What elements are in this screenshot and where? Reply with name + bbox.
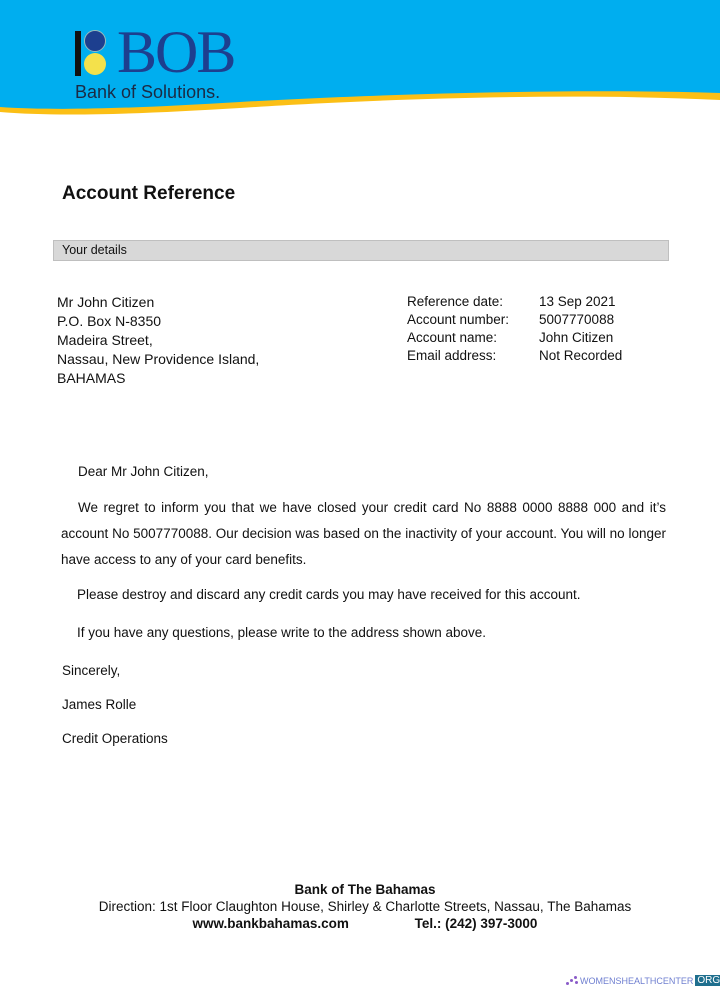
reference-label: Email address: bbox=[407, 348, 497, 363]
address-line: Mr John Citizen bbox=[57, 294, 155, 310]
watermark bbox=[566, 975, 720, 986]
section-label: Your details bbox=[62, 243, 127, 257]
logo-wordmark: BOB bbox=[117, 19, 235, 85]
letter-paragraph: Please destroy and discard any credit cards you may have received for this account. bbox=[77, 587, 581, 602]
letter-paragraph: If you have any questions, please write to the address shown above. bbox=[77, 625, 487, 640]
reference-label: Account number: bbox=[407, 312, 510, 327]
reference-row bbox=[407, 311, 622, 329]
reference-label: Reference date: bbox=[407, 294, 504, 309]
footer-phone: Tel.: (242) 397-3000 bbox=[414, 916, 538, 931]
letter-footer bbox=[0, 881, 720, 932]
reference-row bbox=[407, 347, 622, 365]
watermark-text: WOMENSHEALTHCENTER bbox=[580, 975, 694, 986]
address-line: Nassau, New Providence Island, bbox=[57, 351, 260, 367]
salutation: Dear Mr John Citizen, bbox=[78, 464, 209, 479]
reference-value: 13 Sep 2021 bbox=[539, 294, 616, 309]
globe-icon bbox=[84, 53, 106, 75]
section-header-bar bbox=[53, 240, 669, 261]
recipient-address bbox=[57, 293, 259, 388]
address-line: BAHAMAS bbox=[57, 370, 126, 386]
footer-bank-name: Bank of The Bahamas bbox=[294, 882, 436, 897]
reference-value: 5007770088 bbox=[539, 312, 615, 327]
letterhead-banner bbox=[0, 0, 720, 130]
watermark-suffix: ORG bbox=[695, 975, 720, 986]
logo-tagline: Bank of Solutions. bbox=[75, 82, 221, 102]
reference-details bbox=[407, 293, 622, 365]
seal-icon bbox=[84, 30, 106, 52]
document-title: Account Reference bbox=[62, 183, 236, 204]
footer-website-link[interactable]: www.bankbahamas.com bbox=[192, 916, 349, 931]
closing: Sincerely, bbox=[62, 663, 121, 678]
bank-logo bbox=[75, 19, 255, 108]
reference-row bbox=[407, 293, 622, 311]
address-line: P.O. Box N-8350 bbox=[57, 313, 162, 329]
reference-value: John Citizen bbox=[539, 330, 614, 345]
signatory-department: Credit Operations bbox=[62, 731, 168, 746]
reference-value: Not Recorded bbox=[539, 348, 623, 363]
letter-paragraph: We regret to inform you that we have closed your credit card No 8888 0000 8888 000 and it’s account No 5007770088. Our decision was based on the inactivity of your account. You will no longer have access to any of your card benefits. bbox=[61, 500, 666, 567]
reference-row bbox=[407, 329, 622, 347]
footer-direction: Direction: 1st Floor Claughton House, Shirley & Charlotte Streets, Nassau, The Bahamas bbox=[98, 899, 632, 914]
reference-label: Account name: bbox=[407, 330, 498, 345]
address-line: Madeira Street, bbox=[57, 332, 153, 348]
footer-contact bbox=[0, 915, 720, 932]
dots-logo-icon bbox=[566, 976, 578, 986]
logo-bar bbox=[75, 31, 81, 76]
signatory-name: James Rolle bbox=[62, 697, 137, 712]
